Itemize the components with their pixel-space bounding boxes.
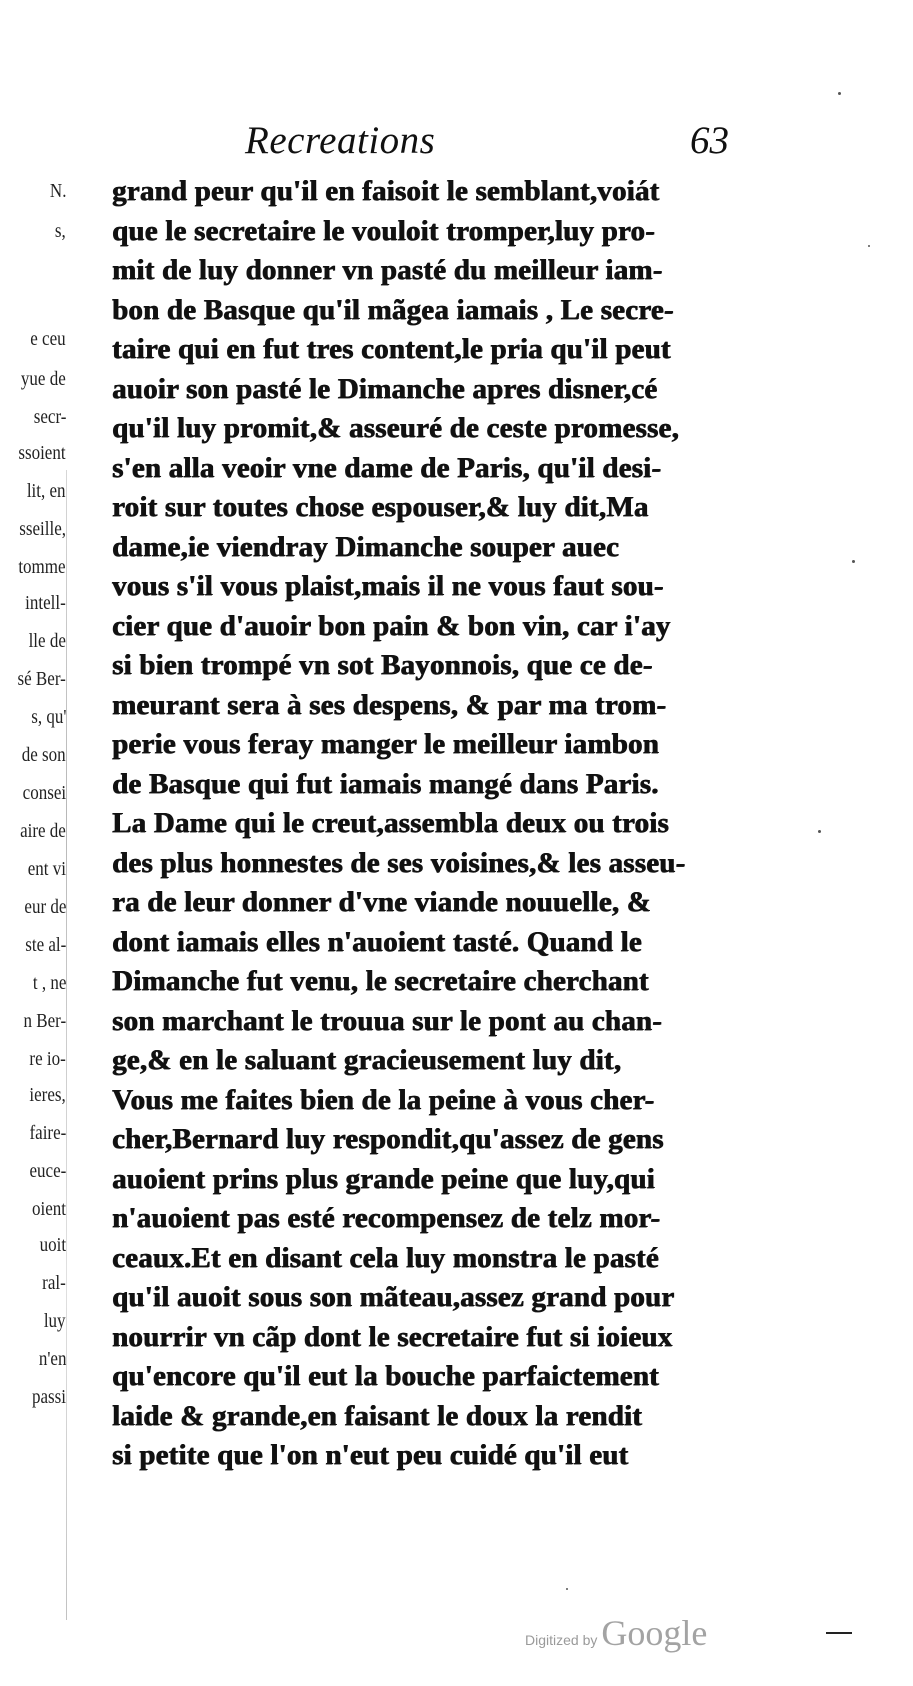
gutter-fragment: lit, en	[27, 480, 66, 502]
body-text	[112, 172, 782, 1476]
page-number: 63	[690, 119, 729, 162]
text-line: auoir son pasté le Dimanche apres disner,cé	[112, 372, 658, 405]
text-line: s'en alla veoir vne dame de Paris, qu'il desi-	[112, 451, 662, 484]
gutter-fragment: oient	[32, 1198, 66, 1220]
text-line: qu'il luy promit,& asseuré de ceste promesse,	[112, 412, 679, 444]
digitized-label: Digitized by	[525, 1632, 598, 1648]
scan-speck	[566, 1588, 568, 1590]
gutter-fragment: N.	[49, 180, 66, 202]
scan-speck	[818, 830, 821, 833]
gutter-fragment: eur de	[23, 896, 66, 918]
text-line: que le secretaire le vouloit tromper,luy pro-	[112, 214, 656, 247]
text-line: vous s'il vous plaist,mais il ne vous faut sou-	[112, 570, 664, 602]
text-line: qu'il auoit sous son mãteau,assez grand pour	[112, 1281, 675, 1313]
text-line: roit sur toutes chose espouser,& luy dit,Ma	[112, 491, 649, 523]
gutter-fragment: euce-	[29, 1160, 66, 1182]
text-line: cher,Bernard luy respondit,qu'assez de gens	[112, 1123, 664, 1155]
text-line: grand peur qu'il en faisoit le semblant,voiát	[112, 175, 660, 207]
text-line: La Dame qui le creut,assembla deux ou trois	[112, 807, 669, 839]
text-line: de Basque qui fut iamais mangé dans Paris.	[112, 767, 659, 800]
gutter-fragment: e ceu	[30, 328, 66, 350]
gutter-fragment: ieres,	[29, 1084, 66, 1106]
gutter-fragment: tomme	[18, 556, 66, 578]
text-line: ge,& en le saluant gracieusement luy dit,	[112, 1044, 622, 1076]
text-line: Vous me faites bien de la peine à vous cher-	[112, 1083, 655, 1116]
text-line: Dimanche fut venu, le secretaire cherchant	[112, 965, 649, 997]
gutter-fragment: secr-	[33, 406, 66, 428]
text-line: des plus honnestes de ses voisines,& les asseu-	[112, 846, 686, 879]
scan-speck	[838, 92, 841, 95]
text-line: ceaux.Et en disant cela luy monstra le pasté	[112, 1241, 659, 1274]
gutter-fragment: sseille,	[19, 518, 66, 540]
text-line: si bien trompé vn sot Bayonnois, que ce de-	[112, 649, 653, 681]
text-line: ra de leur donner d'vne viande nouuelle, &	[112, 886, 652, 918]
gutter-fragment: t , ne	[32, 972, 66, 994]
gutter-fragment: yue de	[21, 368, 66, 390]
gutter-fragment: ent vi	[27, 858, 66, 880]
text-line: si petite que l'on n'eut peu cuidé qu'il eut	[112, 1439, 629, 1471]
scan-speck	[868, 245, 870, 247]
gutter-fragment: s, qu'	[30, 706, 66, 728]
text-line: dont iamais elles n'auoient tasté. Quand le	[112, 925, 642, 958]
gutter-fragment: s,	[55, 220, 66, 242]
text-line: bon de Basque qu'il mãgea iamais , Le secre-	[112, 293, 674, 326]
text-line: taire qui en fut tres content,le pria qu'il peut	[112, 333, 671, 365]
text-line: son marchant le trouua sur le pont au chan-	[112, 1004, 663, 1037]
gutter-fragment: consei	[22, 782, 66, 804]
text-line: qu'encore qu'il eut la bouche parfaictement	[112, 1360, 659, 1392]
gutter-fragment: n'en	[38, 1348, 66, 1370]
text-line: cier que d'auoir bon pain & bon vin, car i'ay	[112, 609, 671, 642]
text-line: auoient prins plus grande peine que luy,qui	[112, 1162, 655, 1195]
text-line: mit de luy donner vn pasté du meilleur iam-	[112, 254, 663, 286]
text-line: meurant sera à ses despens, & par ma trom-	[112, 688, 667, 721]
gutter-fragment: uoit	[39, 1234, 66, 1256]
gutter-fragment: luy	[44, 1310, 66, 1332]
text-line: perie vous feray manger le meilleur iambon	[112, 728, 659, 760]
gutter-fragment: n Ber-	[23, 1010, 66, 1032]
gutter-shadow	[66, 470, 67, 1620]
gutter-fragment: ssoient	[18, 442, 66, 464]
gutter-fragment: passi	[32, 1386, 66, 1408]
scan-speck	[852, 560, 855, 563]
gutter-fragment: ral-	[42, 1272, 66, 1294]
gutter-fragment: lle de	[28, 630, 66, 652]
google-logo: Google	[601, 1613, 708, 1653]
running-head: Recreations	[245, 119, 436, 162]
gutter-fragment: de son	[22, 744, 66, 766]
gutter-fragment: intell-	[25, 592, 66, 614]
text-line: nourrir vn cãp dont le secretaire fut si ioieux	[112, 1320, 673, 1353]
text-line: n'auoient pas esté recompensez de telz mor-	[112, 1202, 661, 1234]
scan-edge-mark	[826, 1632, 852, 1634]
gutter-fragment: aire de	[20, 820, 66, 842]
gutter-fragment: sé Ber-	[17, 668, 66, 690]
gutter-fragment: ste al-	[24, 934, 66, 956]
gutter-fragment: re io-	[29, 1048, 66, 1070]
text-line: dame,ie viendray Dimanche souper auec	[112, 530, 620, 563]
text-line: laide & grande,en faisant le doux la rendit	[112, 1399, 643, 1432]
gutter-fragment: faire-	[29, 1122, 66, 1144]
adjacent-page-gutter	[0, 180, 72, 1530]
digitized-by-watermark	[525, 1612, 707, 1654]
